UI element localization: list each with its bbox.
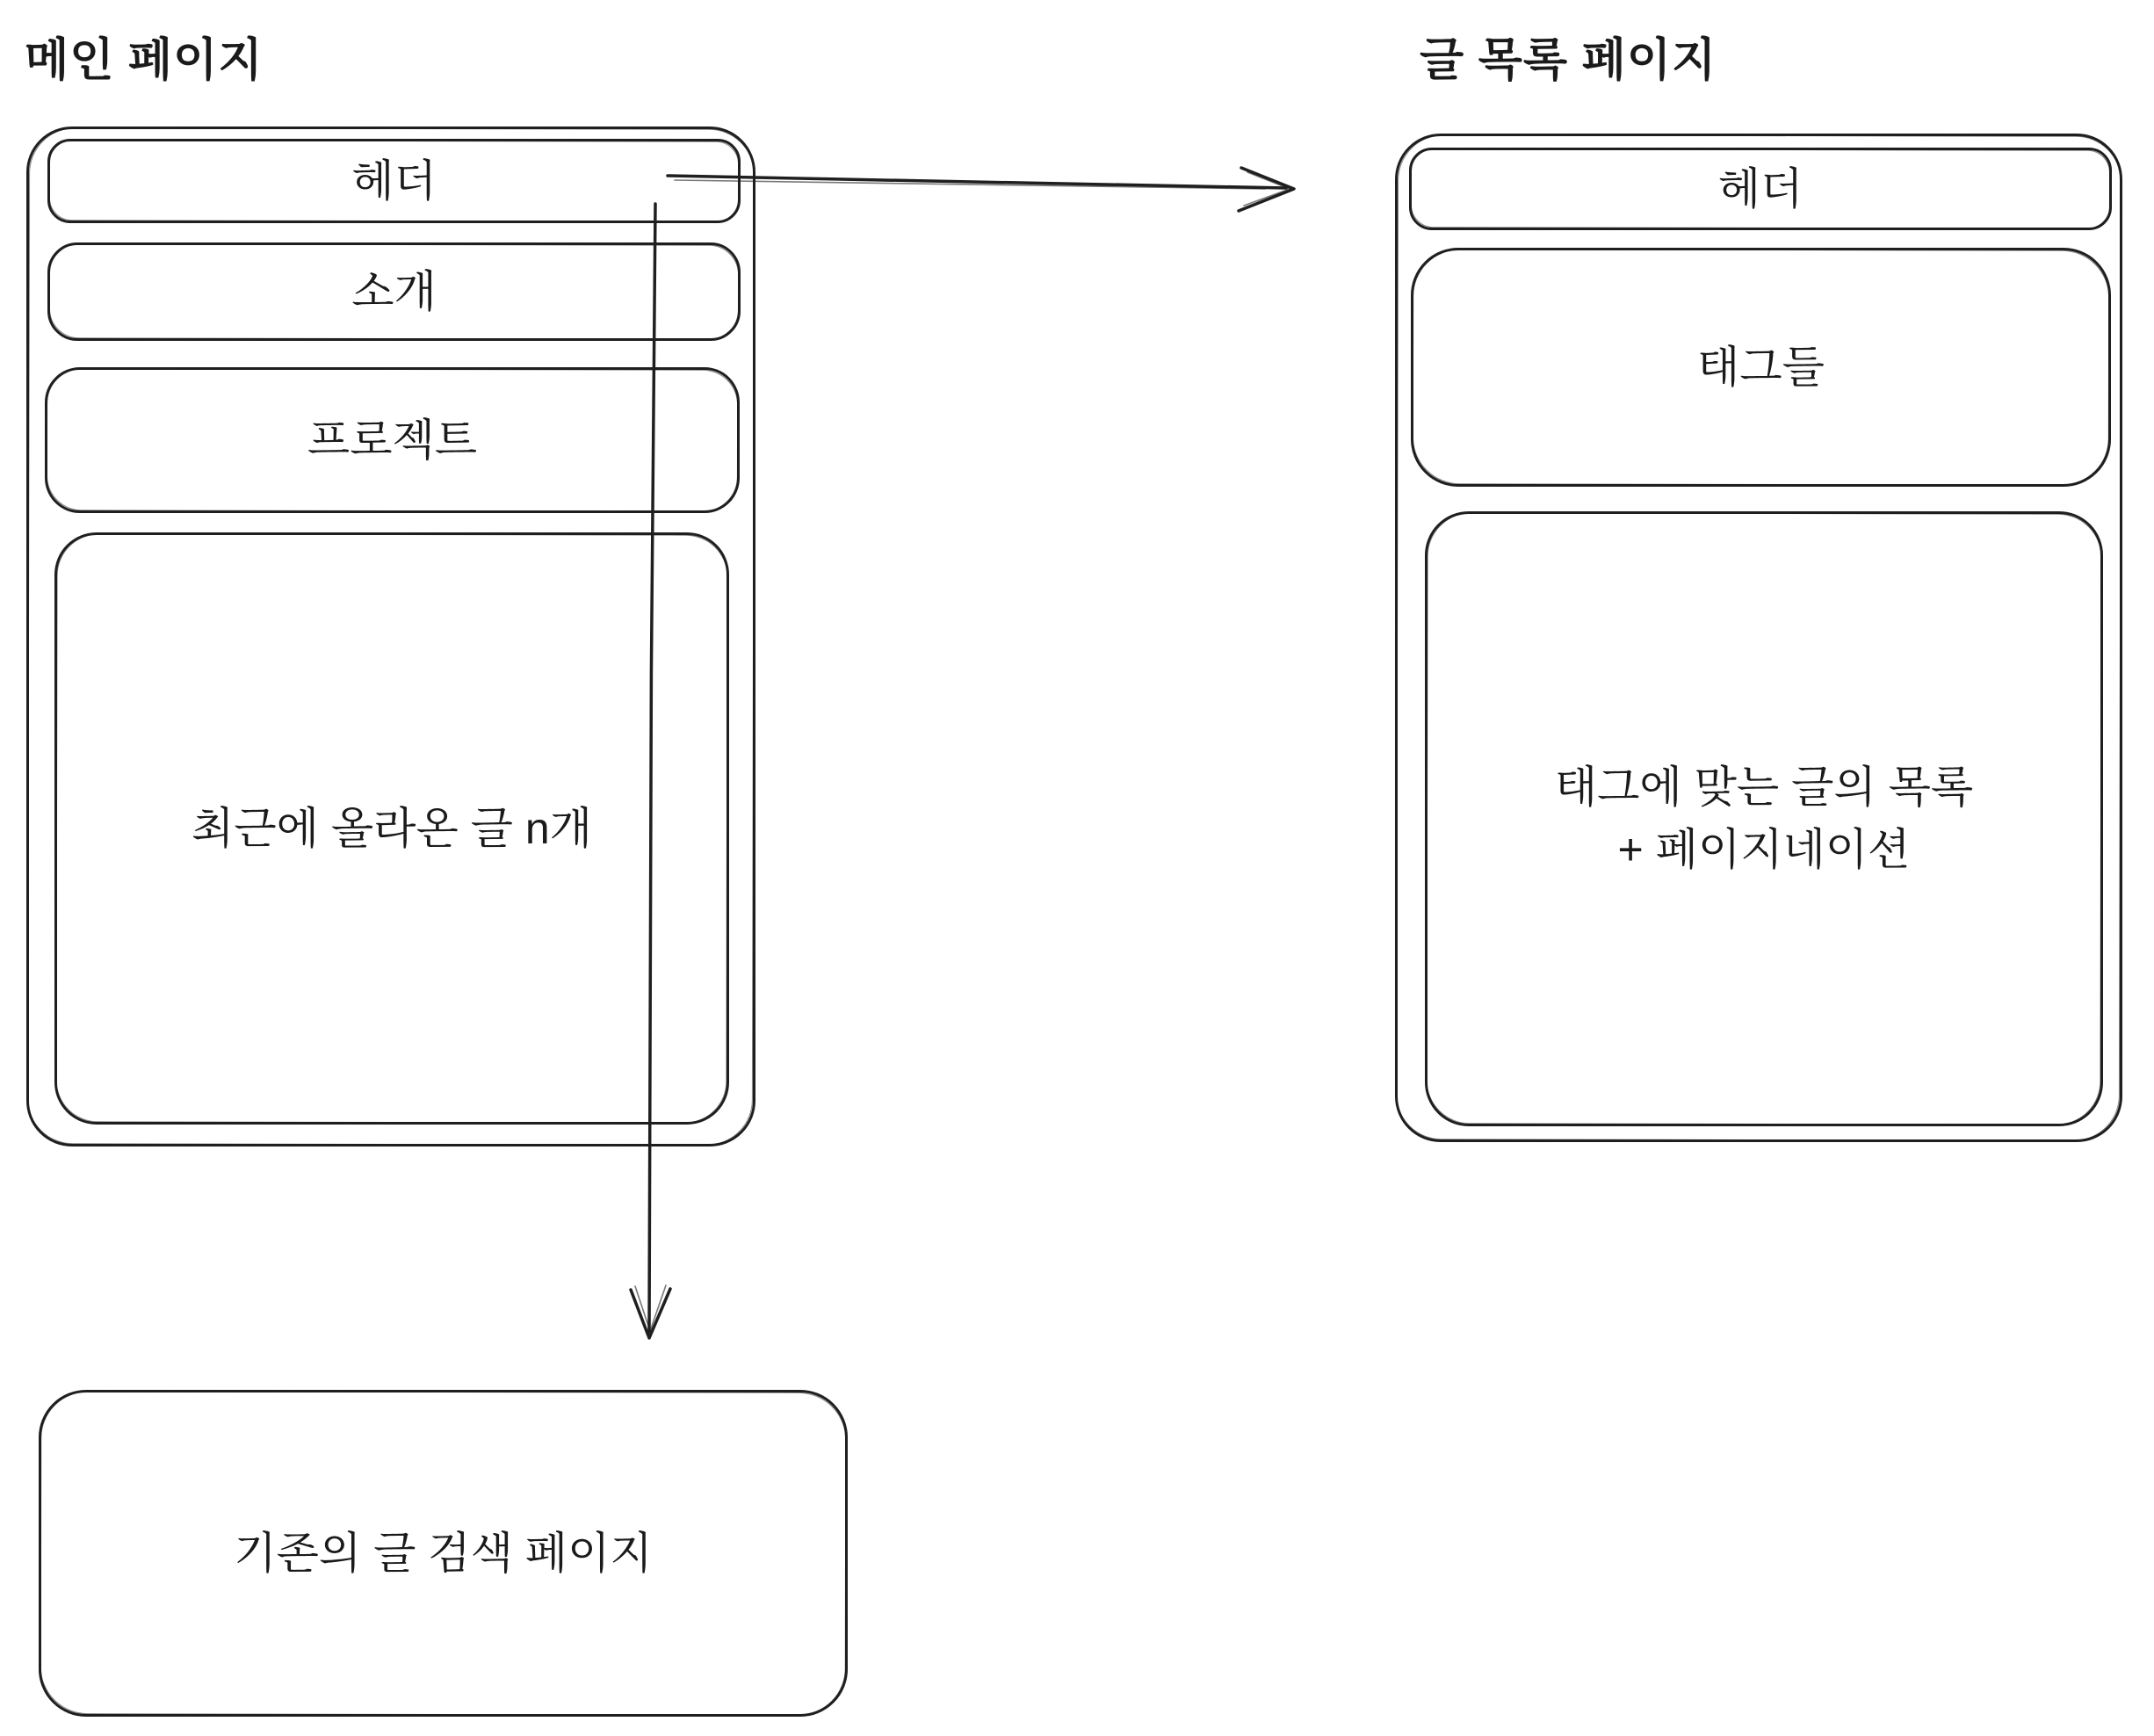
main-header-box	[47, 139, 741, 223]
post-list-results-box	[1425, 511, 2103, 1126]
post-list-tags-box	[1411, 248, 2111, 487]
post-list-page-title: 글 목록 페이지	[1420, 35, 1717, 86]
main-page-title: 메인 페이지	[25, 35, 264, 86]
arrow-header-to-post-list-shaft-sketch	[675, 180, 1265, 189]
arrow-header-to-post-list-shaft	[668, 176, 1286, 188]
main-projects-box	[45, 367, 740, 513]
post-list-results-line2: + 페이지네이션	[1617, 825, 1911, 874]
arrow-header-to-post-list-head	[1239, 168, 1294, 211]
main-header-label: 헤더	[351, 156, 437, 206]
post-list-results-line1: 태그에 맞는 글의 목록	[1554, 763, 1974, 812]
search-page-box	[39, 1390, 848, 1717]
arrow-header-to-search-head-sketch	[635, 1285, 666, 1331]
arrow-header-to-post-list-head-sketch	[1244, 172, 1290, 206]
post-list-header-box	[1409, 148, 2112, 230]
main-recent-posts-label: 최근에 올라온 글 n개	[192, 803, 592, 853]
search-page-label: 기존의 글 검색 페이지	[234, 1528, 653, 1578]
post-list-results-label	[1555, 756, 1973, 881]
main-intro-label: 소개	[351, 266, 437, 316]
post-list-header-label: 헤더	[1717, 163, 1803, 213]
main-recent-posts-box	[54, 532, 729, 1125]
arrow-header-to-search-head	[631, 1289, 670, 1338]
main-projects-label: 프로젝트	[307, 415, 478, 465]
main-intro-box	[47, 242, 741, 341]
post-list-tags-label: 태그들	[1697, 342, 1825, 392]
